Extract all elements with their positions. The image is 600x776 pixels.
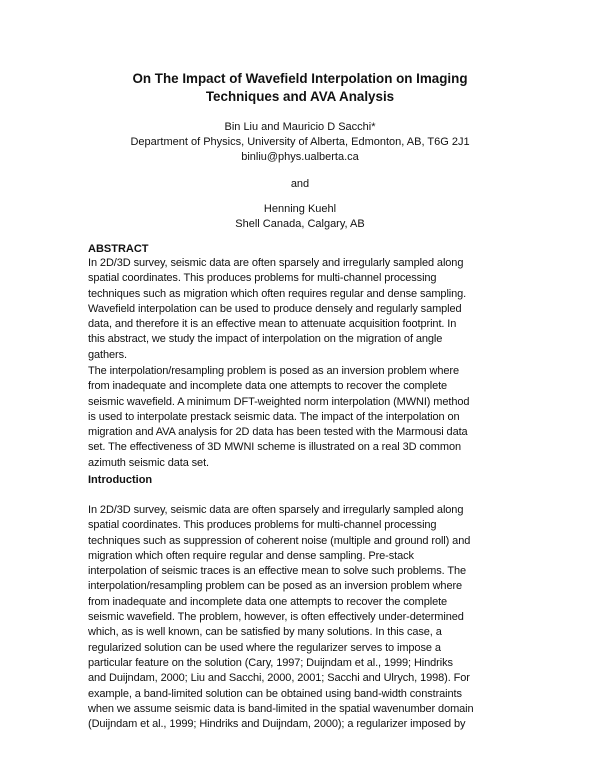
title-line-1: On The Impact of Wavefield Interpolation on Imaging bbox=[132, 71, 468, 86]
text-line: example, a band-limited solution can be obtained using band-width constraints bbox=[88, 687, 462, 700]
abstract-paragraph-1 bbox=[88, 256, 528, 363]
text-line: migration and AVA analysis for 2D data has been tested with the Marmousi data bbox=[88, 426, 468, 439]
text-line: set. The effectiveness of 3D MWNI scheme is illustrated on a real 3D common bbox=[88, 441, 461, 454]
text-line: this abstract, we study the impact of interpolation on the migration of angle bbox=[88, 333, 443, 346]
second-author-block bbox=[60, 202, 540, 232]
second-author-affiliation: Shell Canada, Calgary, AB bbox=[235, 218, 365, 230]
and-separator bbox=[60, 177, 540, 192]
second-author-name: Henning Kuehl bbox=[263, 203, 337, 215]
author-block bbox=[60, 120, 540, 165]
text-line: techniques such as migration which often requires regular and dense sampling. bbox=[88, 287, 467, 300]
text-line: interpolation of seismic traces is an effective mean to solve such problems. The bbox=[88, 565, 467, 578]
text-line: from inadequate and incomplete data one attempts to recover the complete bbox=[88, 595, 448, 608]
text-line: is used to interpolate prestack seismic data. The impact of the interpolation on bbox=[88, 410, 460, 423]
introduction-paragraph bbox=[88, 503, 528, 732]
text-line: which, as is well known, can be satisfied by many solutions. In this case, a bbox=[88, 626, 442, 639]
text-line: azimuth seismic data set. bbox=[88, 456, 209, 469]
text-line: seismic wavefield. A minimum DFT-weighted norm interpolation (MWNI) method bbox=[88, 395, 470, 408]
text-line: spatial coordinates. This produces problems for multi-channel processing bbox=[88, 519, 437, 532]
text-line: interpolation/resampling problem can be posed as an inversion problem where bbox=[88, 580, 463, 593]
text-line: Wavefield interpolation can be used to produce densely and regularly sampled bbox=[88, 302, 462, 315]
text-line: particular feature on the solution (Cary, 1997; Duijndam et al., 1999; Hindriks bbox=[88, 656, 453, 669]
title-line-2: Techniques and AVA Analysis bbox=[205, 89, 395, 104]
paper-title bbox=[60, 70, 540, 106]
text-line: In 2D/3D survey, seismic data are often sparsely and irregularly sampled along bbox=[88, 504, 464, 516]
author-names: Bin Liu and Mauricio D Sacchi* bbox=[224, 121, 376, 133]
text-line: In 2D/3D survey, seismic data are often sparsely and irregularly sampled along bbox=[88, 257, 464, 269]
text-line: data, and therefore it is an effective mean to attenuate acquisition footprint. In bbox=[88, 318, 457, 331]
text-line: when we assume seismic data is band-limited in the spatial wavenumber domain bbox=[88, 702, 474, 715]
text-line: regularized solution can be used where the regularizer serves to impose a bbox=[88, 641, 441, 654]
text-line: from inadequate and incomplete data one attempts to recover the complete bbox=[88, 380, 448, 393]
text-line: The interpolation/resampling problem is posed as an inversion problem where bbox=[88, 365, 459, 377]
author-affiliation: Department of Physics, University of Alberta, Edmonton, AB, T6G 2J1 bbox=[130, 136, 470, 148]
introduction-heading: Introduction bbox=[88, 474, 153, 486]
text-line: seismic wavefield. The problem, however, is often effectively under-determined bbox=[88, 611, 464, 624]
author-email: binliu@phys.ualberta.ca bbox=[241, 151, 359, 163]
text-line: spatial coordinates. This produces problems for multi-channel processing bbox=[88, 272, 437, 285]
text-line: migration which often require regular and dense sampling. Pre-stack bbox=[88, 549, 414, 562]
and-text: and bbox=[290, 178, 310, 190]
text-line: and Duijndam, 2000; Liu and Sacchi, 2000, 2001; Sacchi and Ulrych, 1998). For bbox=[88, 672, 470, 685]
abstract-heading: ABSTRACT bbox=[88, 243, 149, 255]
text-line: (Duijndam et al., 1999; Hindriks and Duijndam, 2000); a regularizer imposed by bbox=[88, 718, 466, 731]
abstract-paragraph-2 bbox=[88, 364, 528, 471]
text-line: gathers. bbox=[88, 348, 127, 361]
text-line: techniques such as suppression of coherent noise (multiple and ground roll) and bbox=[88, 534, 471, 547]
